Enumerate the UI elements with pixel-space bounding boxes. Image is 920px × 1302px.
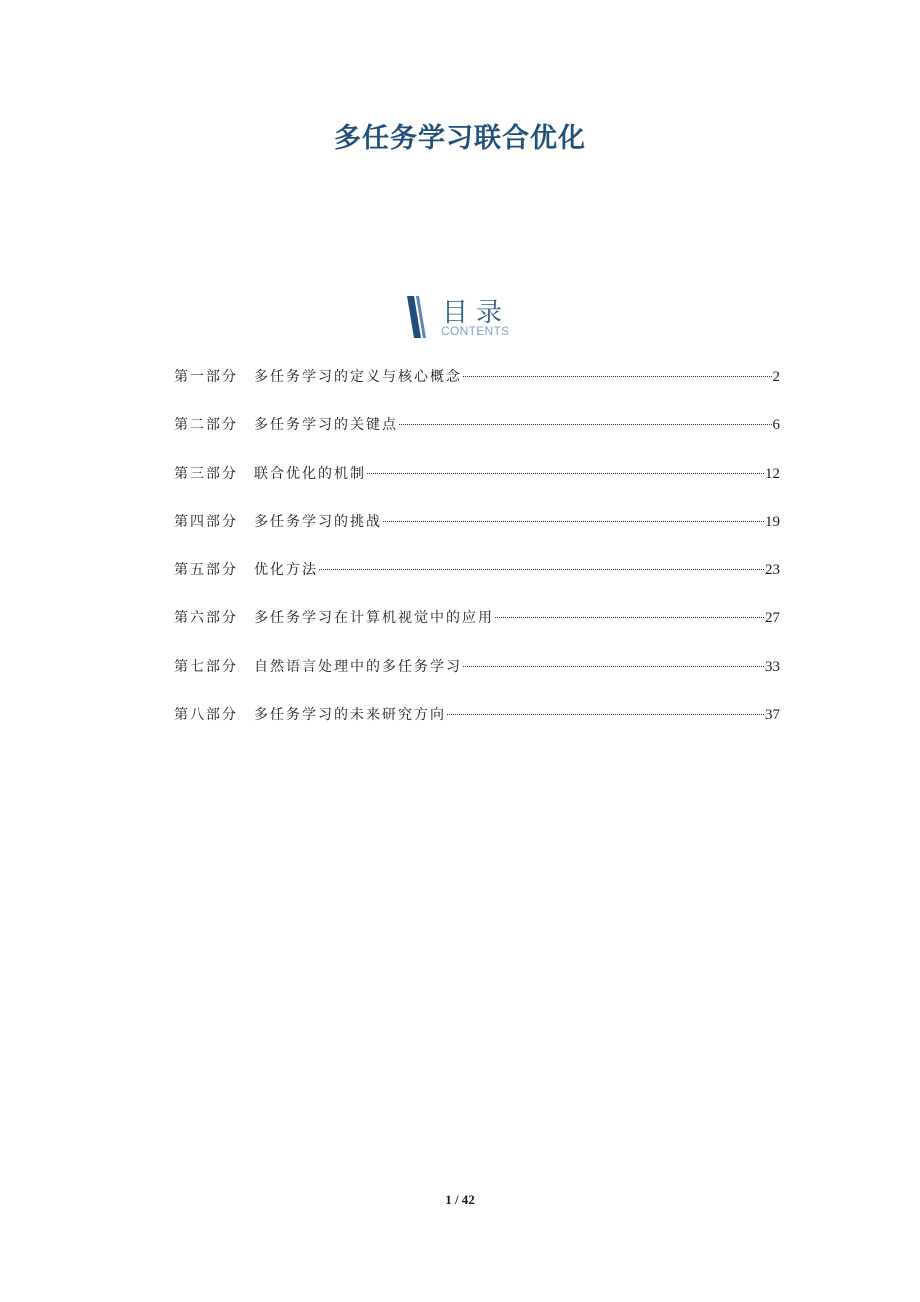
toc-entry-title: 多任务学习的挑战: [254, 513, 382, 530]
toc-dot-leader: [463, 666, 764, 667]
toc-dot-leader: [447, 714, 764, 715]
toc-dot-leader: [383, 521, 764, 522]
toc-entry-page: 6: [772, 417, 780, 434]
toc-entry-3[interactable]: [174, 461, 780, 509]
toc-heading: [404, 294, 534, 340]
toc-entry-2[interactable]: [174, 412, 780, 460]
toc-entry-page: 37: [765, 707, 780, 724]
page-number: 1 / 42: [445, 1192, 475, 1207]
toc-entry-page: 2: [772, 369, 780, 385]
toc-entry-4[interactable]: [174, 509, 780, 557]
toc-entry-title: 自然语言处理中的多任务学习: [254, 658, 462, 675]
toc-entry-page: 33: [765, 658, 780, 675]
book-stripe-icon: [404, 296, 430, 338]
toc-entry-5[interactable]: [174, 557, 780, 605]
toc-entry-page: 19: [765, 513, 780, 530]
toc-dot-leader: [463, 376, 772, 377]
toc-entry-part: 第一部分: [174, 369, 238, 385]
toc-entry-title: 多任务学习的关键点: [254, 417, 398, 434]
toc-entry-title: 优化方法: [254, 562, 318, 579]
toc-entry-7[interactable]: [174, 654, 780, 702]
toc-entry-part: 第三部分: [174, 465, 238, 482]
toc-entry-part: 第六部分: [174, 610, 238, 627]
toc-entry-page: 12: [765, 465, 780, 482]
toc-entry-title: 多任务学习在计算机视觉中的应用: [254, 610, 494, 627]
toc-entry-1[interactable]: [174, 364, 780, 412]
toc-entry-6[interactable]: [174, 605, 780, 653]
toc-entry-part: 第五部分: [174, 562, 238, 579]
toc-entry-part: 第七部分: [174, 658, 238, 675]
toc-dot-leader: [319, 569, 764, 570]
toc-entry-part: 第八部分: [174, 707, 238, 724]
toc-heading-title: 目录: [442, 298, 511, 328]
toc-dot-leader: [367, 473, 764, 474]
toc-entry-title: 多任务学习的定义与核心概念: [254, 369, 462, 385]
toc-entry-8[interactable]: [174, 702, 780, 750]
toc-entry-part: 第四部分: [174, 513, 238, 530]
toc-entry-page: 23: [765, 562, 780, 579]
toc-entry-title: 多任务学习的未来研究方向: [254, 707, 446, 724]
toc-heading-subtitle: CONTENTS: [441, 324, 510, 338]
toc-entry-page: 27: [765, 610, 780, 627]
toc-entry-part: 第二部分: [174, 417, 238, 434]
toc-dot-leader: [495, 617, 764, 618]
document-title: 多任务学习联合优化: [334, 123, 586, 154]
table-of-contents: [174, 364, 780, 750]
toc-dot-leader: [399, 424, 772, 425]
toc-entry-title: 联合优化的机制: [254, 465, 366, 482]
